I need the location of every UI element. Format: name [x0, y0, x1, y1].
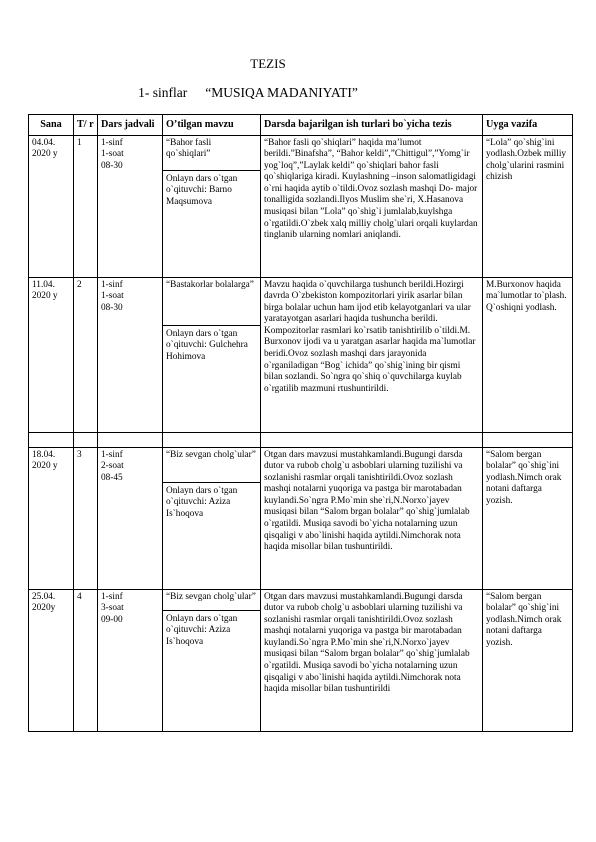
jadval-vaqt: 08-45 — [101, 472, 123, 483]
cell-vazifa: “Salom bergan bolalar” qo`shig`ini yodlash.Nimch orak notani daftarga yozish. — [483, 447, 573, 589]
mavzu-teacher: Onlayn dars o`tgan o`qituvchi: Aziza Is`hoqova — [166, 485, 238, 519]
col-header-jadval: Dars jadvali — [98, 115, 163, 136]
mavzu-title: “Bastakorlar bolalarga” — [163, 278, 260, 326]
table-row — [29, 277, 573, 432]
mavzu-title: “Bahor fasli qo`shiqlari” — [163, 136, 260, 171]
cell-jadval — [98, 447, 163, 589]
cell-tr: 1 — [74, 135, 98, 277]
mavzu-title: “Biz sevgan cholg`ular” — [163, 590, 260, 611]
cell-jadval — [98, 135, 163, 277]
cell-sana: 25.04. 2020y — [29, 589, 74, 731]
lesson-plan-table — [28, 114, 573, 732]
cell-jadval — [98, 589, 163, 731]
jadval-soat: 2-soat — [101, 461, 124, 472]
cell-vazifa: “Lola” qo`shig`ini yodlash.Ozbek milliy cholg`ularini rasmini chizish — [483, 135, 573, 277]
jadval-vaqt: 08-30 — [101, 160, 123, 171]
document-subtitle — [0, 85, 596, 101]
jadval-soat: 1-soat — [101, 149, 124, 160]
mavzu-teacher: Onlayn dars o`tgan o`qituvchi: Aziza Is`hoqova — [166, 613, 238, 647]
cell-mavzu — [163, 277, 261, 432]
cell-tr: 4 — [74, 589, 98, 731]
jadval-soat: 3-soat — [101, 603, 124, 614]
cell-tezis: Mavzu haqida o`quvchilarga tushunch berildi.Hozirgi davrda O`zbekiston kompozitorlari yirik asarlar bilan birga bolalar uchun ham ijod etib kelayotganlari va ular yaratayotgan asarlari haqida tushuncha berildi. Kompozitorlar rasmlari ko`rsatib tanishtirilib o`tildi.M. Burxonov ijodi va u yaratgan asarlar haqida ma`lumotlar beridi.Ovoz sozlash mashqi dars jarayonida o`rganiladigan “Bog` ichida” qo`shig`ining bir qismi bilan sozlandi. So`ngra qo`shiq o`quvchilarga kuylab o`rgatilib mazmuni rtushuntirildi. — [261, 277, 483, 432]
cell-tezis: Otgan dars mavzusi mustahkamlandi.Bugungi darsda dutor va rubob cholg`u asboblari ularning tuzilishi va sozlanishi rasmlar orqali tanishtirildi.Ovoz sozlash mashqi notalarni yuqoriga va pastga bir marotabadan kuylandi.So`ngra P.Mo`min she`ri,N.Norxo`jayev musiqasi bilan “Salom brgan bolalar” qo`shig`jumlalab o`rgatildi. Musiqa savodi bo`yicha notalarning uzun qisqaligi v abo`linishi haqida aytildi.Nimchorak nota haqida misollar bilan tushuntirildi. — [261, 447, 483, 589]
table-row — [29, 135, 573, 277]
cell-vazifa: M.Burxonov haqida ma`lumotlar to`plash. Q`oshiqni yodlash. — [483, 277, 573, 432]
cell-tr: 3 — [74, 447, 98, 589]
table-row — [29, 447, 573, 589]
cell-mavzu — [163, 589, 261, 731]
jadval-vaqt: 09-00 — [101, 614, 123, 625]
jadval-sinf: 1-sinf — [101, 279, 123, 290]
col-header-tr: T/ r — [74, 115, 98, 136]
mavzu-teacher: Onlayn dars o`tgan o`qituvchi: Gulchehra Hohimova — [166, 328, 248, 362]
jadval-soat: 1-soat — [101, 291, 124, 302]
grade-label: 1- sinflar — [138, 85, 188, 100]
cell-tr: 2 — [74, 277, 98, 432]
jadval-sinf: 1-sinf — [101, 591, 123, 602]
mavzu-teacher: Onlayn dars o`tgan o`qituvchi: Barno Maqsumova — [166, 173, 238, 207]
jadval-vaqt: 08-30 — [101, 302, 123, 313]
cell-sana: 11.04. 2020 y — [29, 277, 74, 432]
cell-sana: 18.04. 2020 y — [29, 447, 74, 589]
table-header-row — [29, 115, 573, 136]
subject-label: “MUSIQA MADANIYATI” — [205, 85, 358, 100]
cell-tezis: Otgan dars mavzusi mustahkamlandi.Bugungi darsda dutor va rubob cholg`u asboblari ularning tuzilishi va sozlanishi rasmlar orqali tanishtirildi.Ovoz sozlash mashqi notalarni yuqoriga va pastga bir marotabadan kuylandi.So`ngra P.Mo`min she`ri,N.Norxo`jayev musiqasi bilan “Salom brgan bolalar” qo`shig`jumlalab o`rgatildi. Musiqa savodi bo`yicha notalarning uzun qisqaligi v abo`linishi haqida aytildi.Nimchorak nota haqida misollar bilan tushuntirildi — [261, 589, 483, 731]
table-row — [29, 589, 573, 731]
document-title: TEZIS — [250, 56, 286, 71]
empty-row — [29, 432, 573, 447]
cell-mavzu — [163, 447, 261, 589]
col-header-vazifa: Uyga vazifa — [483, 115, 573, 136]
jadval-sinf: 1-sinf — [101, 137, 123, 148]
cell-vazifa: “Salom bergan bolalar” qo`shig`ini yodlash.Nimch orak notani daftarga yozish. — [483, 589, 573, 731]
col-header-tezis: Darsda bajarilgan ish turlari bo`yicha tezis — [261, 115, 483, 136]
col-header-sana: Sana — [29, 115, 74, 136]
cell-tezis: “Bahor fasli qo`shiqlari” haqida ma’lumot berildi.”Binafsha”, “Bahor keldi”,”Chittigul”,”Yomg`ir yog`loq”,”Laylak keldi” qo`shiqlari bahor fasli qo`shiqlariga kiradi. Kuylashning –inson salomatligidagi o`rni haqida aytib o`tildi.Ovoz sozlash mashqi Do- major tonalligida sozlandi.Ilyos Muslim she`ri, X.Hasanova musiqasi bilan ”Lola” qo`shig`i jumlalab,kuylshga o`rgatildi.O`zbek xalq milliy cholg`ulari orqali kuylardan tinglanib ularning nomlari aniqlandi. — [261, 135, 483, 277]
col-header-mavzu: O’tilgan mavzu — [163, 115, 261, 136]
cell-sana: 04.04. 2020 y — [29, 135, 74, 277]
cell-mavzu — [163, 135, 261, 277]
jadval-sinf: 1-sinf — [101, 449, 123, 460]
mavzu-title: “Biz sevgan cholg`ular” — [163, 448, 260, 483]
cell-jadval — [98, 277, 163, 432]
